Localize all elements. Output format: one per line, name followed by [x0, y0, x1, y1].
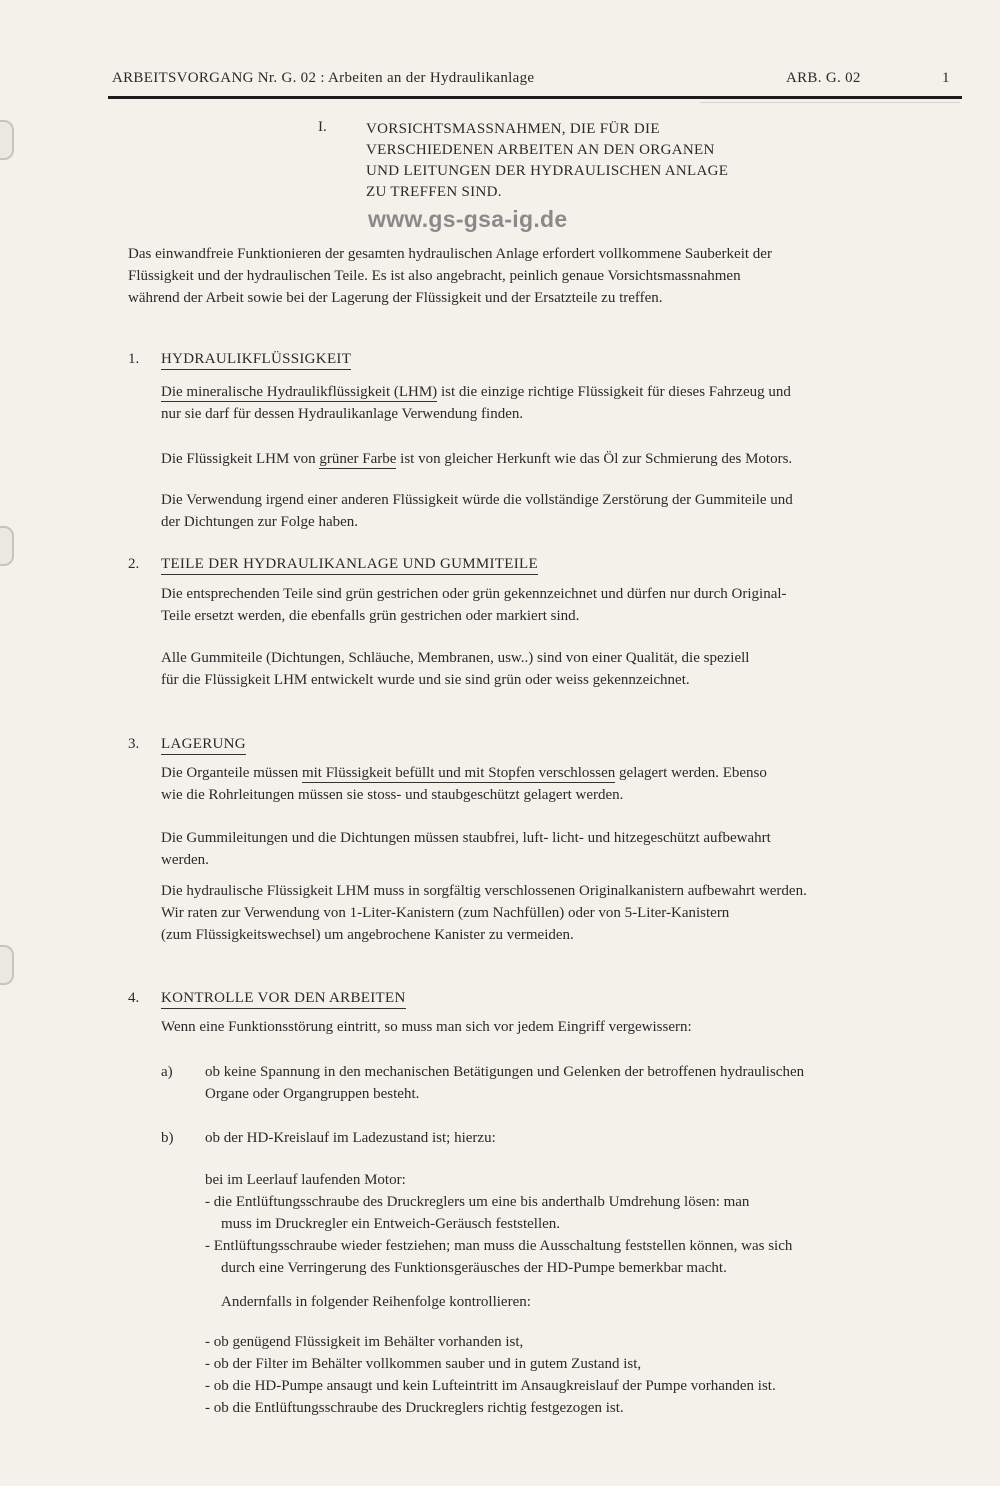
section-title [366, 119, 728, 203]
text: - die Entlüftungsschraube des Druckreglers um eine bis anderthalb Umdrehung lösen: man [205, 1194, 750, 1210]
text: - Entlüftungsschraube wieder festziehen; man muss die Ausschaltung feststellen können, was sich [205, 1238, 793, 1254]
intro-line: Das einwandfreie Funktionieren der gesamten hydraulischen Anlage erfordert vollkommene Sauberkeit der [128, 246, 772, 262]
text: Die Flüssigkeit LHM von [161, 451, 320, 467]
text: Die Organteile müssen [161, 765, 302, 781]
intro-paragraph [128, 243, 772, 309]
section-number: 3. [128, 736, 140, 752]
text: ist die einzige richtige Flüssigkeit für dieses Fahrzeug und [437, 384, 791, 400]
text: muss im Druckregler ein Entweich-Geräusch feststellen. [221, 1216, 561, 1232]
paragraph [161, 448, 792, 470]
text: Die hydraulische Flüssigkeit LHM muss in sorgfältig verschlossenen Originalkanistern aufbewahrt werden. [161, 883, 807, 899]
paragraph [161, 880, 807, 946]
text: Die entsprechenden Teile sind grün gestrichen oder grün gekennzeichnet und dürfen nur durch Original- [161, 586, 787, 602]
list-item: - ob der Filter im Behälter vollkommen sauber und in gutem Zustand ist, [205, 1356, 642, 1372]
binder-hole [0, 120, 14, 160]
text: Die Verwendung irgend einer anderen Flüssigkeit würde die vollständige Zerstörung der Gummiteile und [161, 492, 793, 508]
text: nur sie darf für dessen Hydraulikanlage Verwendung finden. [161, 406, 524, 422]
text: Die Gummileitungen und die Dichtungen müssen staubfrei, luft- licht- und hitzegeschützt aufbewahrt [161, 830, 771, 846]
section-heading: LAGERUNG [161, 736, 246, 755]
header-rule [108, 96, 962, 99]
list-item: - ob die HD-Pumpe ansaugt und kein Lufteintritt im Ansaugkreislauf der Pumpe vorhanden ist. [205, 1378, 776, 1394]
title-line: ZU TREFFEN SIND. [366, 184, 502, 200]
text: für die Flüssigkeit LHM entwickelt wurde und sie sind grün oder weiss gekennzeichnet. [161, 672, 690, 688]
paragraph: Wenn eine Funktionsstörung eintritt, so muss man sich vor jedem Eingriff vergewissern: [161, 1019, 692, 1035]
underlined-text: mit Flüssigkeit befüllt und mit Stopfen verschlossen [301, 765, 616, 781]
text: wie die Rohrleitungen müssen sie stoss- und staubgeschützt gelagert werden. [161, 787, 624, 803]
watermark: www.gs-gsa-ig.de [368, 206, 568, 232]
text: gelagert werden. Ebenso [615, 765, 767, 781]
text: Wir raten zur Verwendung von 1-Liter-Kanistern (zum Nachfüllen) oder von 5-Liter-Kanistern [161, 905, 730, 921]
header-code: ARB. G. 02 [786, 70, 861, 86]
section-number: 2. [128, 556, 140, 572]
text: (zum Flüssigkeitswechsel) um angebrochene Kanister zu vermeiden. [161, 927, 574, 943]
binder-hole [0, 945, 14, 985]
paragraph [161, 762, 767, 806]
list-item: - ob genügend Flüssigkeit im Behälter vorhanden ist, [205, 1334, 524, 1350]
bleed-through-line [700, 102, 960, 103]
text: Alle Gummiteile (Dichtungen, Schläuche, Membranen, usw..) sind von einer Qualität, die speziell [161, 650, 750, 666]
text: bei im Leerlauf laufenden Motor: [205, 1172, 406, 1188]
paragraph [205, 1169, 792, 1279]
paragraph [161, 583, 787, 627]
underlined-text: Die mineralische Hydraulikflüssigkeit (LHM) [161, 384, 438, 400]
text: ist von gleicher Herkunft wie das Öl zur Schmierung des Motors. [396, 451, 793, 467]
section-number: 4. [128, 990, 140, 1006]
paragraph [161, 381, 791, 425]
text: Teile ersetzt werden, die ebenfalls grün gestrichen oder markiert sind. [161, 608, 580, 624]
section-number: 1. [128, 351, 140, 367]
paragraph [161, 827, 771, 871]
item-label: a) [161, 1064, 173, 1080]
text: ob keine Spannung in den mechanischen Betätigungen und Gelenken der betroffenen hydraulischen [205, 1064, 805, 1080]
text: werden. [161, 852, 209, 868]
title-line: UND LEITUNGEN DER HYDRAULISCHEN ANLAGE [366, 163, 729, 179]
text: durch eine Verringerung des Funktionsgeräusches der HD-Pumpe bemerkbar macht. [221, 1260, 727, 1276]
paragraph [161, 647, 749, 691]
paragraph [205, 1061, 804, 1105]
paragraph: ob der HD-Kreislauf im Ladezustand ist; hierzu: [205, 1130, 496, 1146]
section-roman-numeral: I. [318, 119, 327, 135]
paragraph: Andernfalls in folgender Reihenfolge kontrollieren: [221, 1294, 531, 1310]
header-title: ARBEITSVORGANG Nr. G. 02 : Arbeiten an der Hydraulikanlage [112, 70, 535, 86]
item-label: b) [161, 1130, 174, 1146]
title-line: VORSICHTSMASSNAHMEN, DIE FÜR DIE [366, 121, 660, 137]
section-heading: HYDRAULIKFLÜSSIGKEIT [161, 351, 351, 370]
check-list [205, 1331, 776, 1419]
section-heading: TEILE DER HYDRAULIKANLAGE UND GUMMITEILE [161, 556, 538, 575]
binder-hole [0, 526, 14, 566]
paragraph [161, 489, 793, 533]
underlined-text: grüner Farbe [319, 451, 397, 467]
text: der Dichtungen zur Folge haben. [161, 514, 359, 530]
list-item: - ob die Entlüftungsschraube des Druckreglers richtig festgezogen ist. [205, 1400, 624, 1416]
section-heading: KONTROLLE VOR DEN ARBEITEN [161, 990, 406, 1009]
title-line: VERSCHIEDENEN ARBEITEN AN DEN ORGANEN [366, 142, 715, 158]
intro-line: Flüssigkeit und der hydraulischen Teile. Es ist also angebracht, peinlich genaue Vorsichtsmassnahmen [128, 268, 741, 284]
text: Organe oder Organgruppen besteht. [205, 1086, 420, 1102]
page-number: 1 [942, 70, 950, 86]
intro-line: während der Arbeit sowie bei der Lagerung der Flüssigkeit und der Ersatzteile zu treffen. [128, 290, 663, 306]
